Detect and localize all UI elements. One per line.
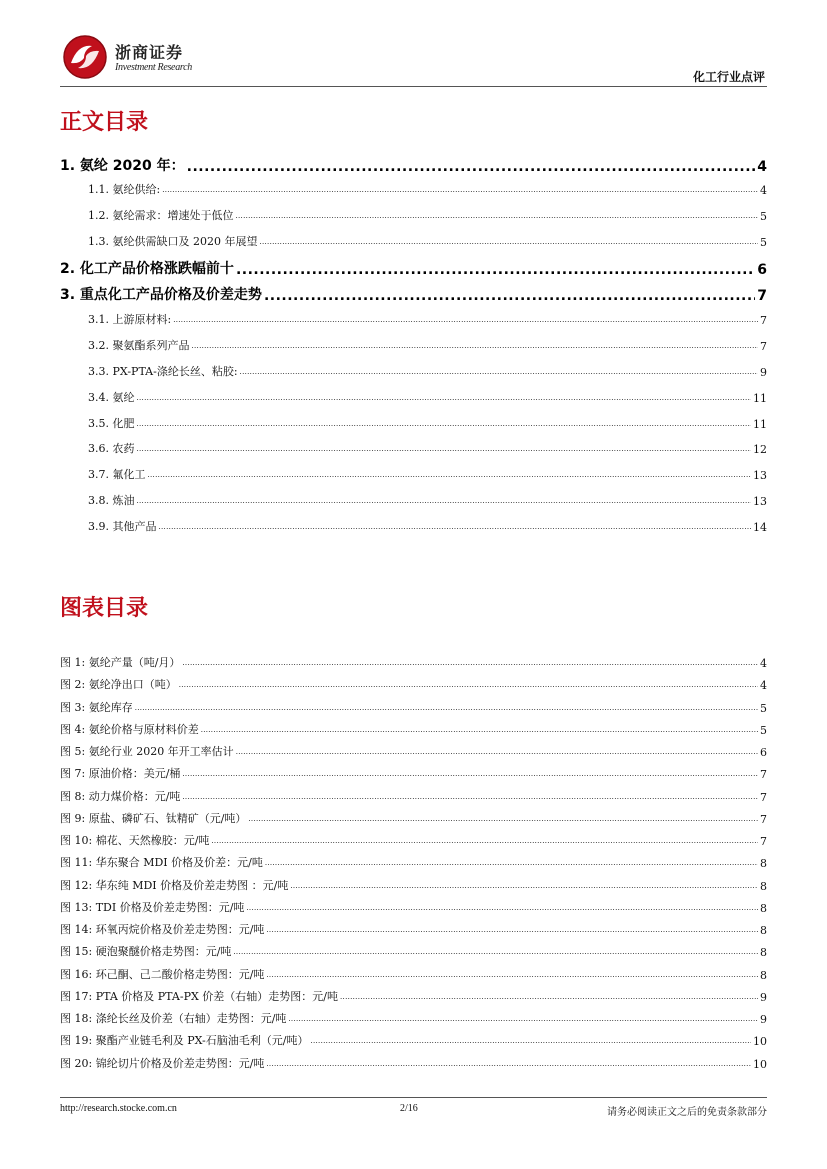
toc-entry-label: 3.6. 农药: [88, 442, 135, 455]
figure-entry[interactable]: [60, 788, 767, 804]
figure-entry-page: 9: [760, 1013, 767, 1026]
company-logo: [62, 34, 212, 84]
toc-entry-page: 11: [753, 392, 767, 405]
figure-entry[interactable]: [60, 810, 767, 826]
toc-entry-page: 7: [760, 340, 767, 353]
toc-entry[interactable]: [60, 284, 767, 304]
figure-entry-label: 图 12: 华东纯 MDI 价格及价差走势图 ：元/吨: [60, 879, 289, 892]
figure-entry-page: 4: [760, 679, 767, 692]
dot-leader: [159, 520, 752, 534]
figure-entry-label: 图 10: 棉花、天然橡胶：元/吨: [60, 834, 210, 847]
toc-entry-page: 5: [760, 236, 767, 249]
dot-leader: [173, 313, 758, 327]
toc-entry-label: 3.9. 其他产品: [88, 520, 157, 533]
footer-url-link[interactable]: http://research.stocke.com.cn: [60, 1103, 177, 1114]
toc-entry[interactable]: [88, 363, 767, 379]
figure-entry-label: 图 8: 动力煤价格：元/吨: [60, 790, 181, 803]
figure-entry[interactable]: [60, 1032, 767, 1048]
figure-entry[interactable]: [60, 832, 767, 848]
dot-leader: [162, 183, 758, 197]
toc-entry[interactable]: [88, 415, 767, 431]
toc-entry-label: 3.1. 上游原材料:: [88, 313, 172, 326]
figure-entry-label: 图 20: 锦纶切片价格及价差走势图：元/吨: [60, 1057, 265, 1070]
dot-leader: [182, 790, 758, 804]
toc-entry-page: 5: [760, 210, 767, 223]
dot-leader: [340, 990, 758, 1004]
toc-entry[interactable]: [88, 233, 767, 249]
dot-leader: [266, 968, 758, 982]
dot-leader: [246, 901, 758, 915]
figure-entry-page: 8: [760, 946, 767, 959]
figure-entry[interactable]: [60, 721, 767, 737]
toc-entry-page: 4: [757, 159, 767, 175]
dot-leader: [248, 812, 758, 826]
toc-entry-label: 1.3. 氨纶供需缺口及 2020 年展望: [88, 235, 258, 248]
toc-entry-page: 13: [753, 495, 767, 508]
dot-leader: [137, 391, 752, 405]
figure-entry[interactable]: [60, 765, 767, 781]
dot-leader: [310, 1034, 751, 1048]
figure-entry[interactable]: [60, 854, 767, 870]
zheshang-logo-icon: [62, 34, 108, 80]
figure-entry-page: 8: [760, 969, 767, 982]
figure-entry-page: 8: [760, 857, 767, 870]
dot-leader: [259, 235, 758, 249]
toc-entry[interactable]: [88, 466, 767, 482]
figure-entry-page: 8: [760, 902, 767, 915]
toc-entry-label: 3.4. 氨纶: [88, 391, 135, 404]
figure-entry[interactable]: [60, 899, 767, 915]
toc-entry[interactable]: [88, 181, 767, 197]
toc-entry-label: 1.2. 氨纶需求：增速处于低位: [88, 209, 234, 222]
toc-entry[interactable]: [88, 389, 767, 405]
figure-entry-label: 图 16: 环己酮、己二酸价格走势图：元/吨: [60, 968, 265, 981]
figure-entry-page: 6: [760, 746, 767, 759]
toc-title: 正文目录: [60, 110, 149, 135]
figure-entry-page: 10: [753, 1058, 767, 1071]
toc-entry-label: 3.3. PX-PTA-涤纶长丝、粘胶:: [88, 365, 238, 378]
figure-entry-label: 图 14: 环氧丙烷价格及价差走势图：元/吨: [60, 923, 265, 936]
figure-entry[interactable]: [60, 988, 767, 1004]
dot-leader: [266, 1057, 751, 1071]
figure-entry[interactable]: [60, 1010, 767, 1026]
dot-leader: [182, 767, 758, 781]
dot-leader: [233, 945, 758, 959]
figure-entry-label: 图 9: 原盐、磷矿石、钛精矿（元/吨）: [60, 812, 247, 825]
dot-leader: [137, 417, 752, 431]
dot-leader: [236, 745, 758, 759]
dot-leader: [211, 834, 758, 848]
dot-leader: [236, 262, 755, 278]
figure-entry-page: 7: [760, 835, 767, 848]
dot-leader: [135, 701, 758, 715]
toc-entry-label: 2. 化工产品价格涨跌幅前十: [60, 261, 234, 277]
toc-entry-page: 11: [753, 418, 767, 431]
figure-entry[interactable]: [60, 676, 767, 692]
brand-name-cn: 浙商证券: [115, 43, 184, 62]
figure-entry-label: 图 2: 氨纶净出口（吨）: [60, 678, 177, 691]
toc-entry-page: 4: [760, 184, 767, 197]
dot-leader: [192, 339, 759, 353]
toc-entry-page: 9: [760, 366, 767, 379]
report-type-label: 化工行业点评: [692, 70, 765, 84]
figure-entry[interactable]: [60, 743, 767, 759]
figure-entry-label: 图 1: 氨纶产量（吨/月）: [60, 656, 181, 669]
brand-name-en: Investment Research: [115, 62, 192, 73]
figure-entry[interactable]: [60, 877, 767, 893]
figure-entry[interactable]: [60, 966, 767, 982]
dot-leader: [288, 1012, 758, 1026]
toc-entry[interactable]: [60, 155, 767, 175]
toc-entry-label: 1.1. 氨纶供给:: [88, 183, 161, 196]
toc-entry-label: 3. 重点化工产品价格及价差走势: [60, 287, 262, 303]
figure-entry-label: 图 7: 原油价格：美元/桶: [60, 767, 181, 780]
toc-entry-label: 3.5. 化肥: [88, 417, 135, 430]
figure-entry-page: 9: [760, 991, 767, 1004]
toc-entry-label: 3.7. 氟化工: [88, 468, 146, 481]
figure-entry-page: 7: [760, 768, 767, 781]
header-divider: [60, 86, 767, 87]
disclaimer-note: 请务必阅读正文之后的免责条款部分: [607, 1107, 767, 1118]
footer-divider: [60, 1097, 767, 1098]
figure-list-title: 图表目录: [60, 596, 149, 621]
dot-leader: [148, 468, 752, 482]
figure-entry-label: 图 4: 氨纶价格与原材料价差: [60, 723, 199, 736]
toc-entry[interactable]: [60, 258, 767, 278]
figure-entry[interactable]: [60, 921, 767, 937]
toc-entry[interactable]: [88, 440, 767, 456]
toc-entry[interactable]: [88, 207, 767, 223]
figure-entry-page: 8: [760, 880, 767, 893]
figure-entry-page: 7: [760, 813, 767, 826]
figure-entry[interactable]: [60, 699, 767, 715]
figure-entry[interactable]: [60, 1055, 767, 1071]
toc-entry-label: 3.8. 炼油: [88, 494, 135, 507]
toc-entry-label: 1. 氨纶 2020 年：: [60, 158, 185, 174]
toc-entry[interactable]: [88, 492, 767, 508]
dot-leader: [236, 209, 759, 223]
toc-entry-page: 7: [760, 314, 767, 327]
dot-leader: [290, 879, 758, 893]
toc-entry[interactable]: [88, 518, 767, 534]
page-number: 2/16: [400, 1103, 418, 1114]
figure-entry-page: 5: [760, 702, 767, 715]
dot-leader: [266, 923, 758, 937]
dot-leader: [265, 856, 758, 870]
figure-entry[interactable]: [60, 654, 767, 670]
toc-entry-page: 7: [757, 288, 767, 304]
toc-entry-page: 6: [757, 262, 767, 278]
toc-entry-page: 14: [753, 521, 767, 534]
figure-entry-page: 4: [760, 657, 767, 670]
figure-entry-label: 图 11: 华东聚合 MDI 价格及价差：元/吨: [60, 856, 263, 869]
figure-entry-label: 图 5: 氨纶行业 2020 年开工率估计: [60, 745, 234, 758]
dot-leader: [137, 442, 752, 456]
toc-entry[interactable]: [88, 337, 767, 353]
figure-entry-page: 8: [760, 924, 767, 937]
figure-entry-page: 10: [753, 1035, 767, 1048]
toc-entry[interactable]: [88, 311, 767, 327]
figure-entry-label: 图 19: 聚酯产业链毛利及 PX-石脑油毛利（元/吨）: [60, 1034, 309, 1047]
dot-leader: [187, 159, 756, 175]
toc-entry-page: 12: [753, 443, 767, 456]
dot-leader: [182, 656, 758, 670]
figure-entry-label: 图 17: PTA 价格及 PTA-PX 价差（右轴）走势图：元/吨: [60, 990, 339, 1003]
dot-leader: [179, 678, 758, 692]
toc-entry-label: 3.2. 聚氨酯系列产品: [88, 339, 190, 352]
dot-leader: [137, 494, 752, 508]
figure-entry[interactable]: [60, 943, 767, 959]
figure-entry-label: 图 3: 氨纶库存: [60, 701, 133, 714]
dot-leader: [201, 723, 758, 737]
dot-leader: [264, 288, 755, 304]
figure-entry-label: 图 13: TDI 价格及价差走势图：元/吨: [60, 901, 245, 914]
figure-entry-label: 图 18: 涤纶长丝及价差（右轴）走势图：元/吨: [60, 1012, 287, 1025]
dot-leader: [240, 365, 758, 379]
figure-entry-page: 7: [760, 791, 767, 804]
toc-entry-page: 13: [753, 469, 767, 482]
figure-entry-label: 图 15: 硬泡聚醚价格走势图：元/吨: [60, 945, 232, 958]
figure-entry-page: 5: [760, 724, 767, 737]
